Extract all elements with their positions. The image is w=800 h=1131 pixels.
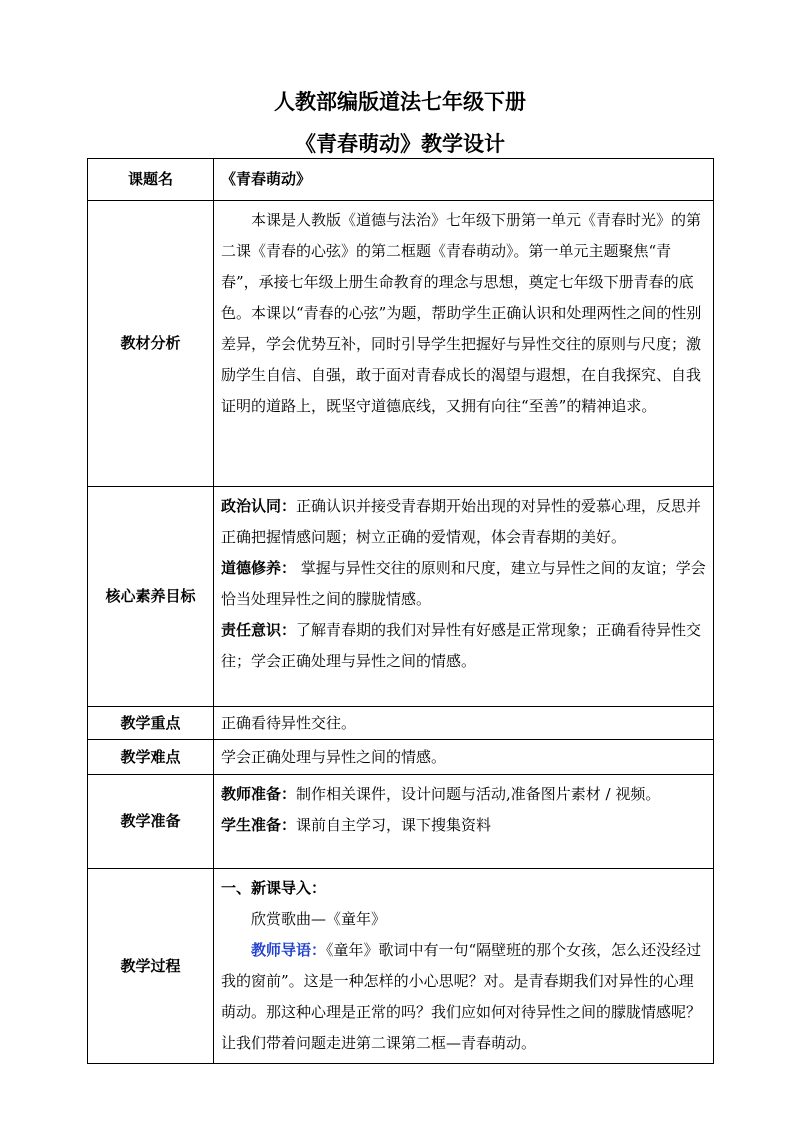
material-text: 本课是人教版《道德与法治》七年级下册第一单元《青春时光》的第二课《青春的心弦》的第二框题《青春萌动》。第一单元主题聚焦“青春”，承接七年级上册生命教育的理念与思想，奠定七年级下册青春的底色。本课以“青春的心弦”为题，帮助学生正确认识和处理两性之间的性别差异，学会优势互补，同时引导学生把握好与异性交往的原则与尺度；激励学生自信、自强，敢于面对青春成长的渴望与遐想，在自我探究、自我证明的道路上，既坚守道德底线，又拥有向往“至善”的精神追求。 <box>221 211 702 415</box>
label-prep: 教学准备 <box>88 775 214 869</box>
prep-student-head: 学生准备： <box>221 816 297 834</box>
document-title: 人教部编版道法七年级下册 <box>274 90 526 114</box>
row-material <box>88 201 714 487</box>
row-goals <box>88 487 714 707</box>
document-subtitle: 《青春萌动》教学设计 <box>295 132 505 156</box>
prep-student-text: 课前自主学习，课下搜集资料 <box>296 816 492 834</box>
goal-text: 了解青春期的我们对异性有好感是正常现象；正确看待异性交往；学会正确处理与异性之间的情感。 <box>221 621 702 670</box>
process-song: 欣赏歌曲—《童年》 <box>251 910 387 928</box>
goal-text: 正确认识并接受青春期开始出现的对异性的爱慕心理，反思并正确把握情感问题；树立正确的爱情观，体会青春期的美好。 <box>221 497 702 546</box>
guide-text: 《童年》歌词中有一句“隔壁班的那个女孩，怎么还没经过我的窗前”。这是一种怎样的小心思呢？对。是青春期我们对异性的心理萌动。那这种心理是正常的吗？我们应如何对待异性之间的朦胧情感呢？让我们带着问题走进第二课第二框—青春萌动。 <box>221 941 702 1052</box>
goal-item <box>221 553 707 615</box>
goal-item <box>221 615 707 677</box>
goal-head: 道德修养： <box>221 559 297 577</box>
goal-head: 政治认同： <box>221 497 297 515</box>
row-process <box>88 869 714 1064</box>
row-key <box>88 707 714 740</box>
row-prep <box>88 775 714 869</box>
value-goals <box>214 487 714 707</box>
value-key: 正确看待异性交往。 <box>214 707 714 740</box>
prep-teacher <box>221 779 707 810</box>
goal-item <box>221 491 707 553</box>
label-goals: 核心素养目标 <box>88 487 214 707</box>
value-material <box>214 201 714 487</box>
row-topic <box>88 159 714 201</box>
value-difficulty: 学会正确处理与异性之间的情感。 <box>214 740 714 775</box>
value-prep <box>214 775 714 869</box>
prep-student <box>221 810 707 841</box>
process-guide <box>221 935 707 1059</box>
label-material: 教材分析 <box>88 201 214 487</box>
process-section: 一、新课导入： <box>221 879 327 897</box>
prep-teacher-head: 教师准备： <box>221 785 297 803</box>
goal-text: 掌握与异性交往的原则和尺度，建立与异性之间的友谊；学会恰当处理异性之间的朦胧情感。 <box>221 559 706 608</box>
value-topic: 《青春萌动》 <box>214 159 714 201</box>
guide-head: 教师导语： <box>251 941 327 959</box>
label-process: 教学过程 <box>88 869 214 1064</box>
row-difficulty <box>88 740 714 775</box>
label-key: 教学重点 <box>88 707 214 740</box>
lesson-plan-table <box>87 158 714 1064</box>
label-difficulty: 教学难点 <box>88 740 214 775</box>
prep-teacher-text: 制作相关课件，设计问题与活动,准备图片素材 / 视频。 <box>296 785 661 803</box>
label-topic: 课题名 <box>88 159 214 201</box>
goal-head: 责任意识： <box>221 621 297 639</box>
value-process <box>214 869 714 1064</box>
